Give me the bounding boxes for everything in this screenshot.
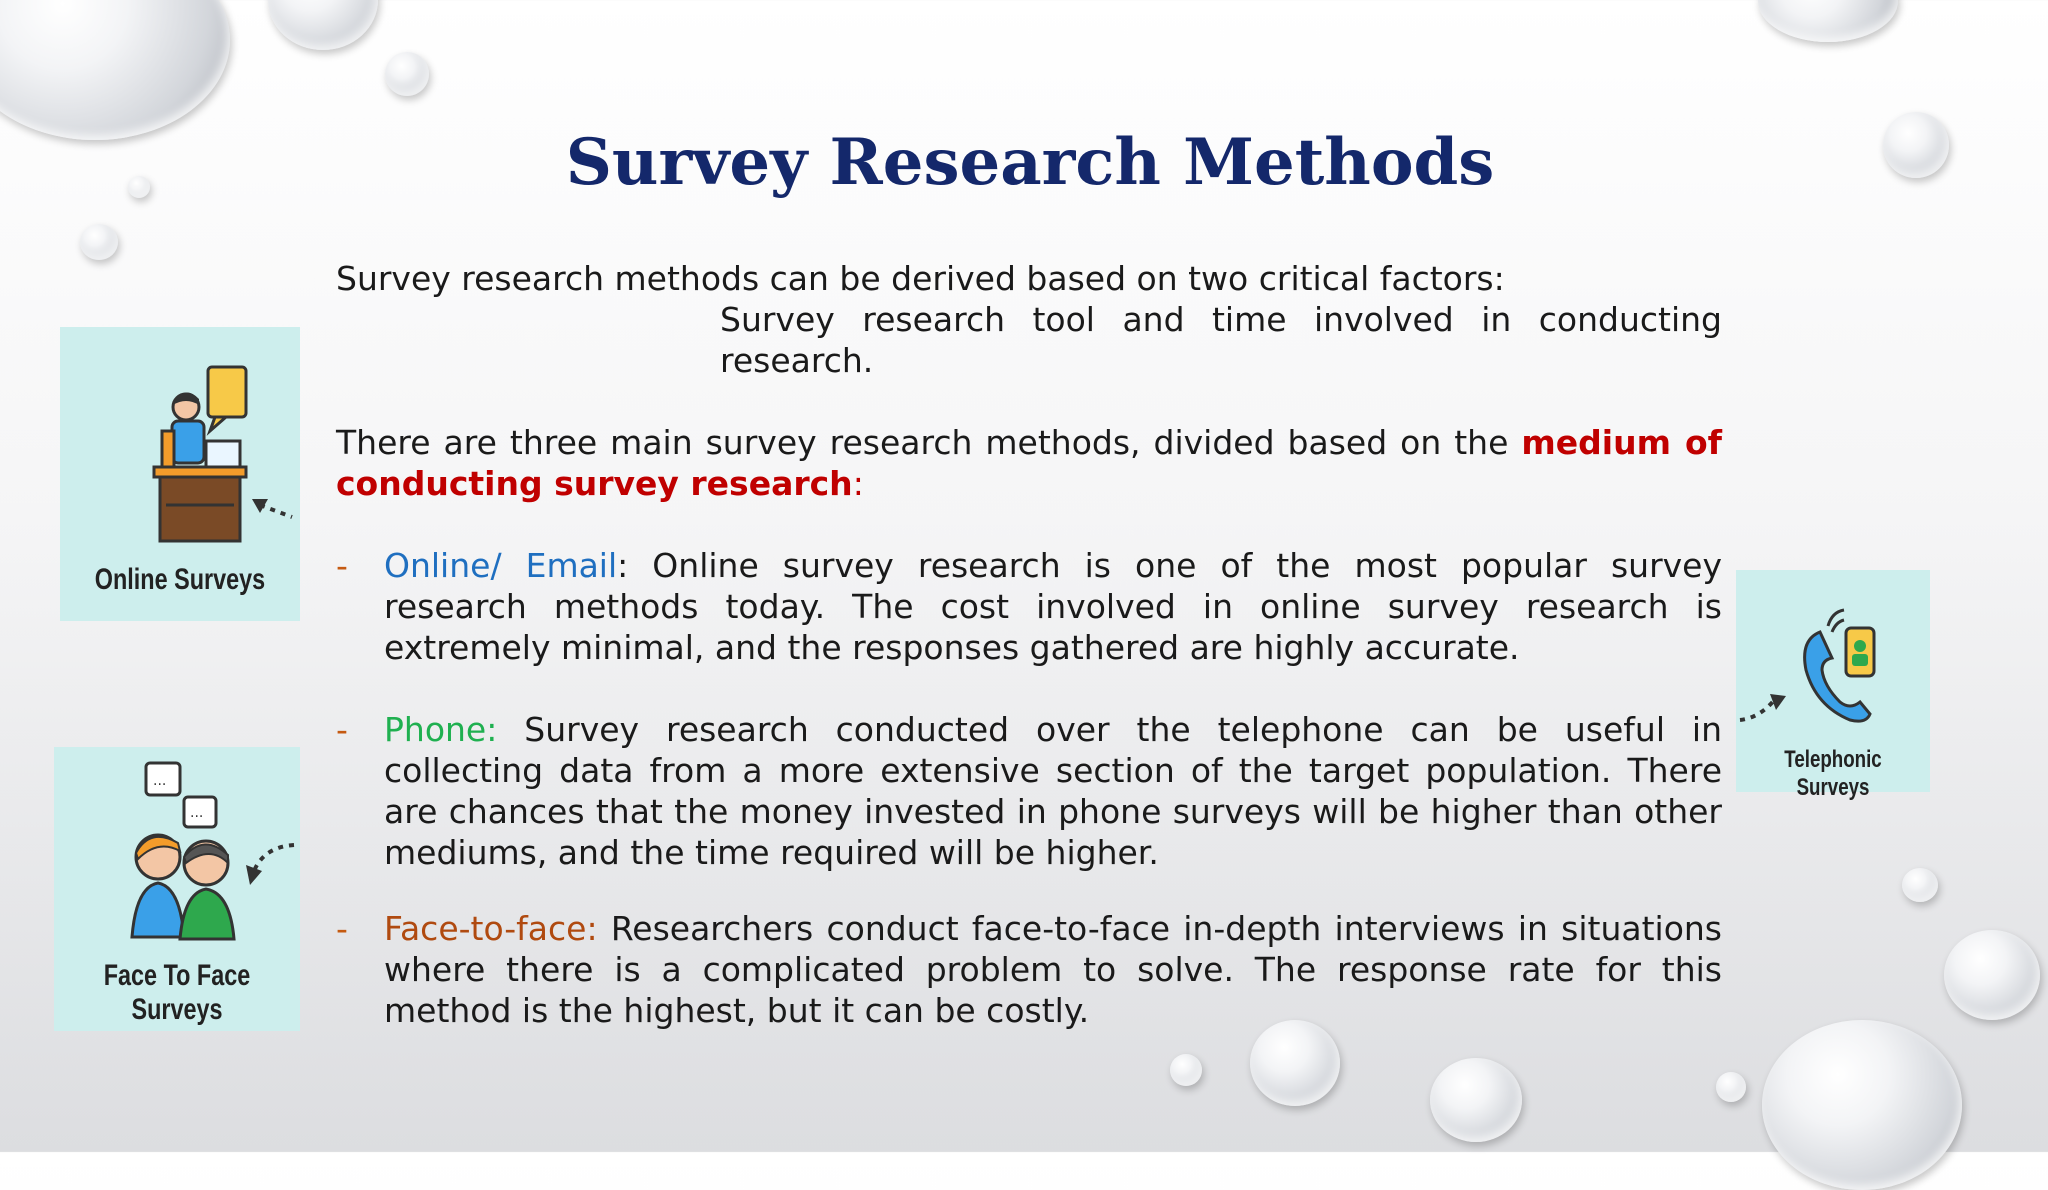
face-to-face-surveys-image <box>54 747 300 1031</box>
water-drop-decoration <box>385 52 429 96</box>
telephonic-surveys-image <box>1736 570 1930 801</box>
face-to-face-caption: Face To Face Surveys <box>103 959 251 1026</box>
method-item-face <box>336 908 1722 1031</box>
water-drop-decoration <box>0 0 230 140</box>
water-drop-decoration <box>80 224 118 260</box>
method-item-online <box>336 545 1722 668</box>
three-methods-text: There are three main survey research methods, divided based on the <box>336 423 1522 462</box>
method-separator: : <box>617 546 629 585</box>
telephonic-surveys-caption: Telephonic Surveys <box>1784 746 1882 801</box>
svg-text:...: ... <box>153 773 167 789</box>
bullet-dash: - <box>336 909 348 948</box>
water-drop-decoration <box>1758 0 1898 42</box>
water-drop-decoration <box>1170 1054 1202 1086</box>
method-label-online: Online/ Email <box>384 546 618 585</box>
water-drop-decoration <box>1944 930 2040 1020</box>
three-methods-colon: : <box>852 464 864 503</box>
online-surveys-image <box>60 327 300 621</box>
bullet-dash: - <box>336 546 348 585</box>
online-surveys-caption: Online Surveys <box>94 563 266 596</box>
method-item-phone <box>336 709 1722 873</box>
water-drop-decoration <box>1250 1020 1340 1106</box>
method-text-face: Researchers conduct face-to-face in-depth interviews in situations where there is a complicated problem to solve. The response rate for this method is the highest, but it can be costly. <box>384 909 1722 1030</box>
three-methods-paragraph <box>336 422 1722 504</box>
slide-title: Survey Research Methods <box>565 125 1495 200</box>
method-text-phone: Survey research conducted over the telephone can be useful in collecting data from a more extensive section of the target population. There are chances that the money invested in phone surveys will be higher than other mediums, and the time required will be higher. <box>384 710 1722 872</box>
water-drop-decoration <box>1716 1072 1746 1102</box>
bullet-dash: - <box>336 710 348 749</box>
method-label-phone: Phone: <box>384 710 498 749</box>
method-label-face: Face-to-face: <box>384 909 598 948</box>
slide-body <box>336 258 1722 1031</box>
medium-highlight: medium of conducting survey research <box>336 423 1722 503</box>
water-drop-decoration <box>1430 1058 1522 1142</box>
method-text-online: Online survey research is one of the most popular survey research methods today. The cost involved in online survey research is extremely minimal, and the responses gathered are highly accurate. <box>384 546 1723 667</box>
water-drop-decoration <box>268 0 378 50</box>
intro-line-2: Survey research tool and time involved in conducting research. <box>720 300 1722 380</box>
water-drop-decoration <box>1762 1020 1962 1190</box>
svg-text:...: ... <box>190 805 204 821</box>
intro-line-1: Survey research methods can be derived based on two critical factors: <box>336 259 1505 298</box>
water-drop-decoration <box>1902 868 1938 902</box>
